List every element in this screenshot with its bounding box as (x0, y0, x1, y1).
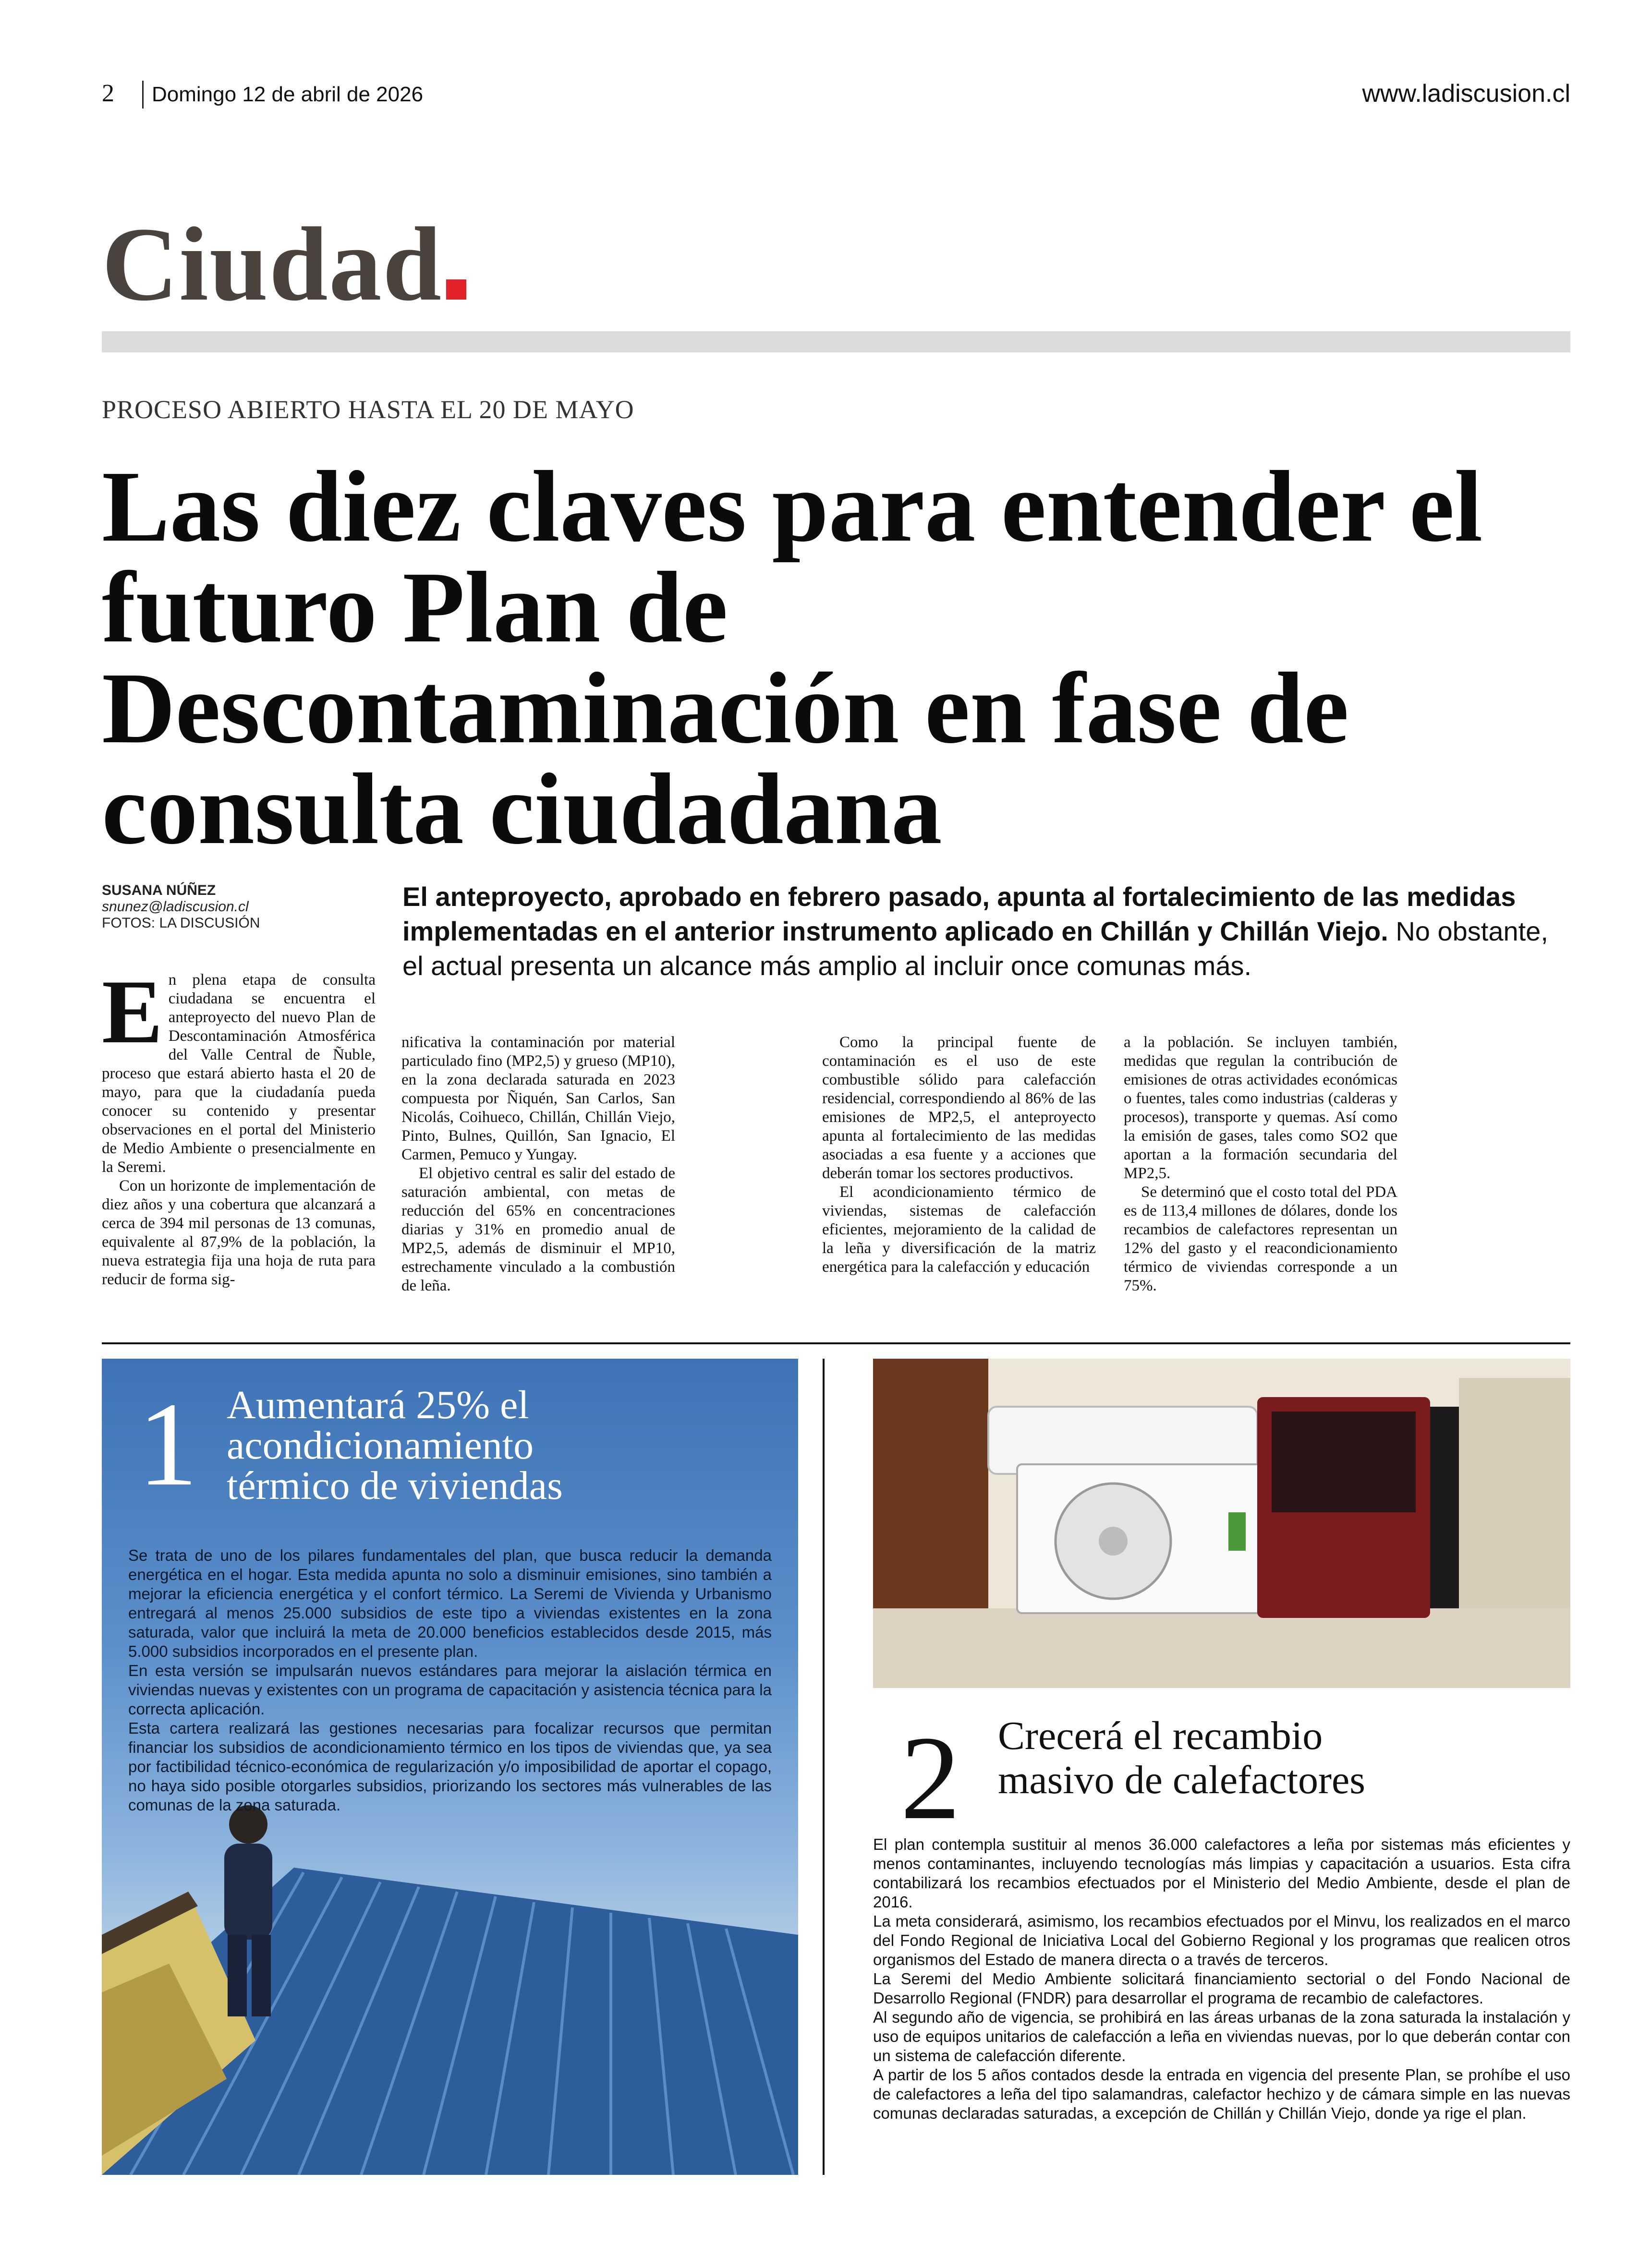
section-divider (102, 1342, 1570, 1344)
key-paragraph: La meta considerará, asimismo, los recambios efectuados por el Minvu, los realizados en el marco del Fondo Regional de Iniciativa Local del Gobierno Regional y los programas que realicen otros organismos del Estado de manera directa o a través de terceros. (873, 1912, 1570, 1968)
section-accent-dot (446, 279, 466, 300)
heater-photo-graphic (873, 1359, 1570, 1688)
body-paragraph: Se determinó que el costo total del PDA es de 113,4 millones de dólares, donde los recambios de calefactores representan un 12% del gasto y el reacondicionamiento térmico de viviendas corresponde a un 75%. (1124, 1183, 1397, 1294)
key-paragraph: A partir de los 5 años contados desde la entrada en vigencia del presente Plan, se prohíbe el uso de calefactores a leña del tipo salamandras, calefactor hechizo y de cámara simple en las nuevas comunas declaradas saturadas, a excepción de Chillán y Chillán Viejo, donde ya rige el plan. (873, 2066, 1570, 2122)
key-title-line: Crecerá el recambio (998, 1713, 1323, 1758)
key-title-line: térmico de viviendas (227, 1463, 563, 1508)
body-paragraph: El acondicionamiento térmico de viviendas, sistemas de calefacción eficientes, mejoramiento de la calidad de la leña y diversificación de la matriz energética para la calefacción y educación (822, 1183, 1096, 1276)
article-lede (402, 880, 1574, 983)
key-box-1 (102, 1359, 798, 2175)
lede-bold: El anteproyecto, aprobado en febrero pasado, apunta al fortalecimiento de las medidas implementadas en el anterior instrumento aplicado en Chillán y Chillán Viejo. (402, 881, 1516, 946)
byline-author: SUSANA NÚÑEZ (102, 882, 216, 898)
page-number: 2 (102, 80, 114, 107)
body-paragraph: nificativa la contaminación por material particulado fino (MP2,5) y grueso (MP10), en la zona declarada saturada en 2023 compuesta por Ñiquén, San Carlos, San Nicolás, Coihueco, Chillán, Chillán Viejo, Pinto, Bulnes, Quillón, San Ignacio, El Carmen, Pemuco y Yungay. (401, 1034, 675, 1163)
drop-cap: E (102, 962, 163, 1062)
body-paragraph: n plena etapa de consulta ciudadana se encuentra el anteproyecto del nuevo Plan de Descontaminación Atmosférica del Valle Central de Ñuble, proceso que estará abierto hasta el 20 de mayo, para que la ciudadanía pueda conocer su contenido y presentar observaciones en el portal del Ministerio de Medio Ambiente o presencialmente en la Seremi. (102, 971, 376, 1176)
key-title-line: acondicionamiento (227, 1423, 534, 1468)
key-title (998, 1714, 1365, 1802)
site-url[interactable]: www.ladiscusion.cl (1362, 80, 1570, 108)
key-text (128, 1546, 772, 1815)
article-headline: Las diez claves para entender el futuro Plan de Descontaminación en fase de consulta ciudadana (102, 450, 1483, 865)
section-title (102, 205, 466, 323)
column-divider (823, 1359, 825, 2175)
key-paragraph: El plan contempla sustituir al menos 36.000 calefactores a leña por sistemas más eficientes y menos contaminantes, incluyendo tecnologías más limpias y capacitación a usuarios. Esta cifra contabilizará los recambios efectuados por el Ministerio del Medio Ambiente, desde el plan de 2016. (873, 1835, 1570, 1911)
body-column-1 (102, 962, 376, 1289)
body-column-4 (1124, 1033, 1397, 1295)
roof-worker-photo (102, 1791, 798, 2175)
key-title (227, 1385, 563, 1506)
body-paragraph: Con un horizonte de implementación de diez años y una cobertura que alcanzará a cerca de 394 mil personas de 13 comunas, equivalente al 87,9% de la población, la nueva estrategia fija una hoja de ruta para reducir de forma sig- (102, 1177, 376, 1288)
key-paragraph: Al segundo año de vigencia, se prohibirá en las áreas urbanas de la zona saturada la instalación y uso de equipos unitarios de calefacción a leña en viviendas nuevas, por lo que deberán contar con un sistema de calefacción diferente. (873, 2008, 1570, 2064)
section-title-text: Ciudad (102, 205, 443, 323)
key-number: 1 (138, 1378, 198, 1511)
section-rule (102, 331, 1570, 352)
key-paragraph: En esta versión se impulsarán nuevos estándares para mejorar la aislación térmica en viviendas nuevas y existentes con un programa de capacitación y asistencia técnica para la correcta aplicación. (128, 1662, 772, 1718)
article-kicker: PROCESO ABIERTO HASTA EL 20 DE MAYO (102, 395, 634, 424)
key-paragraph: Esta cartera realizará las gestiones necesarias para focalizar recursos que permitan financiar los subsidios de acondicionamiento térmico en los tipos de viviendas que, ya sea por factibilidad técnico-económica de regularización y/o imposibilidad de aportar el copago, no haya sido posible otorgarles subsidios, priorizando los sectores más vulnerables de las comunas de la zona saturada. (128, 1719, 772, 1814)
key-title-line: masivo de calefactores (998, 1758, 1365, 1802)
heater-photo (873, 1359, 1570, 1688)
byline-photo-credit: FOTOS: LA DISCUSIÓN (102, 915, 260, 931)
key-paragraph: La Seremi del Medio Ambiente solicitará financiamiento sectorial o del Fondo Nacional de Desarrollo Regional (FNDR) para desarrollar el programa de recambio de calefactores. (873, 1970, 1570, 2007)
body-paragraph: a la población. Se incluyen también, medidas que regulan la contribución de emisiones de otras actividades económicas o fuentes, tales como industrias (calderas y procesos), transporte y quemas. Así como la emisión de gases, tales como SO2 que aportan a la formación secundaria del MP2,5. (1124, 1034, 1397, 1182)
key-text (873, 1835, 1570, 2123)
key-number: 2 (900, 1712, 960, 1845)
key-title-line: Aumentará 25% el (227, 1383, 529, 1427)
lede-rest: No obstante, el actual presenta un alcance más amplio al incluir once comunas más. (402, 916, 1548, 981)
body-column-2 (401, 1033, 675, 1295)
body-column-3 (822, 1033, 1096, 1277)
key-paragraph: Se trata de uno de los pilares fundamentales del plan, que busca reducir la demanda energética en el hogar. Esta medida apunta no solo a disminuir emisiones, sino también a mejorar la eficiencia energética y el confort térmico. La Seremi de Vivienda y Urbanismo entregará al menos 25.000 subsidios de este tipo a viviendas existentes en la zona saturada, valor que incluirá la meta de 20.000 beneficios establecidos desde 2015, más 5.000 subsidios incorporados en el presente plan. (128, 1546, 772, 1660)
byline-email[interactable]: snunez@ladiscusion.cl (102, 899, 249, 915)
body-paragraph: Como la principal fuente de contaminación es el uso de este combustible sólido para calefacción residencial, correspondiendo al 86% de las emisiones de MP2,5, el anteproyecto apunta al fortalecimiento de las medidas asociadas a esa fuente y a acciones que deberán tomar los sectores productivos. (822, 1034, 1096, 1182)
header-divider (142, 81, 144, 109)
body-paragraph: El objetivo central es salir del estado de saturación ambiental, con metas de reducción del 65% en concentraciones diarias y 31% en promedio anual de MP2,5, además de disminuir el MP10, estrechamente vinculado a la combustión de leña. (401, 1165, 675, 1294)
byline (102, 882, 390, 931)
issue-date: Domingo 12 de abril de 2026 (152, 83, 424, 106)
